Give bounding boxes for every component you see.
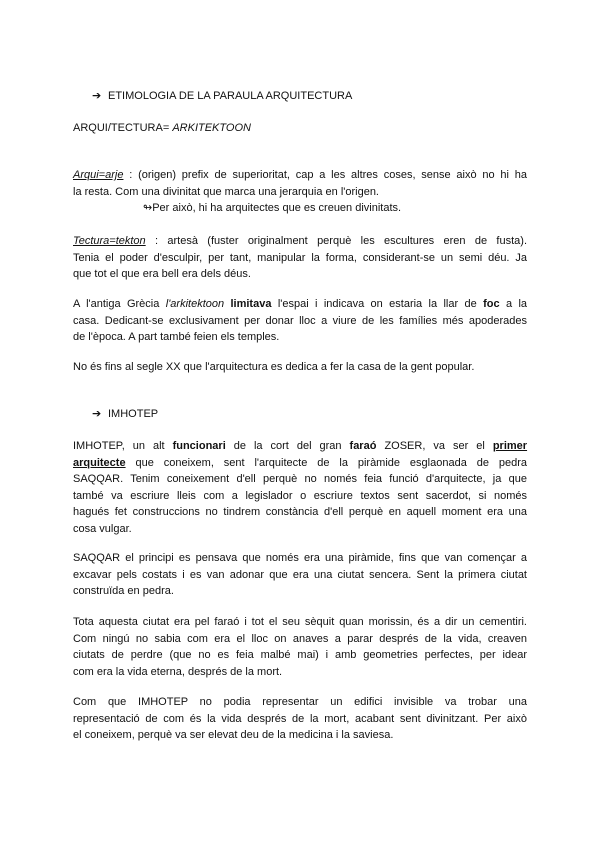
text: ZOSER, va ser el — [384, 440, 485, 452]
paragraph-imhotep — [73, 438, 527, 538]
text: Com ningú no sabia com era el lloc on anaves a parar després de la vida, creaven — [73, 632, 527, 645]
bold-arquitecte: arquitecte — [73, 456, 126, 469]
arqui-term: ARKITEKTOON — [172, 122, 251, 134]
text: que tot el que era bell era dels déus. — [73, 268, 251, 281]
text: de la cort del gran — [233, 440, 342, 452]
bold-primer: primer — [492, 440, 528, 452]
paragraph-segle-xx — [73, 359, 527, 376]
bold-limitava: limitava — [230, 298, 272, 310]
term-arkitektoon: l'arkitektoon — [165, 298, 225, 310]
text: casa. Dedicant-se exclusivament per donar lloc a viure de les famílies més apoderades — [73, 314, 527, 327]
text: que coneixem, sent l'arquitecte de la piràmide esglaonada de pedra — [135, 456, 527, 469]
section-heading-etimologia — [92, 89, 352, 102]
text: de l'època. A part també feien els temples. — [73, 331, 280, 344]
arrow-icon: ➔ — [92, 408, 102, 420]
arqui-prefix: ARQUI/TECTURA= — [73, 122, 170, 134]
text: A l'antiga Grècia — [73, 298, 160, 310]
bold-funcionari: funcionari — [172, 440, 226, 452]
sub-note: ↬Per això, hi ha arquitectes que es creuen divinitats. — [143, 202, 402, 215]
text: ciutats de perdre (que no es feia malbé mai) i amb geometries perfectes, per idear — [73, 649, 527, 662]
text: : (origen) prefix de superioritat, cap a les altres coses, sense això no hi ha — [129, 169, 527, 181]
arrow-icon: ➔ — [92, 90, 102, 102]
text: Tenia el poder d'esculpir, per tant, manipular la forma, considerant-se un semi déu. Ja — [73, 251, 527, 264]
text: representació de com és la vida després de la mort, acabant sent divinitzant. Per això — [73, 712, 527, 725]
paragraph-tectura — [73, 233, 527, 283]
text: construïda en pedra. — [73, 585, 174, 598]
bold-farao: faraó — [349, 440, 377, 452]
section-heading-imhotep — [92, 407, 158, 420]
text: Com que IMHOTEP no podia representar un edifici invisible va trobar una — [73, 696, 527, 708]
term-arqui: Arqui=arje — [73, 169, 124, 181]
text: No és fins al segle XX que l'arquitectura es dedica a fer la casa de la gent popular. — [73, 361, 475, 373]
paragraph-arqui — [73, 167, 527, 217]
text: cosa vulgar. — [73, 522, 132, 535]
text: SAQQAR el principi es pensava que només era una piràmide, fins que van començar a — [73, 552, 527, 564]
paragraph-final — [73, 694, 527, 744]
text: com era la vida eterna, després de la mort. — [73, 665, 283, 678]
term-tectura: Tectura=tekton — [73, 235, 146, 247]
text: SAQQAR. Tenim coneixement d'ell perquè no només feia funció d'arquitecte, ja que — [73, 473, 527, 486]
text: a la — [505, 298, 528, 310]
text: excavar pels costats i es van adonar que era una ciutat sencera. Sent la primera ciutat — [73, 568, 527, 581]
paragraph-saqqar — [73, 550, 527, 600]
paragraph-ciutat — [73, 614, 527, 680]
bold-foc: foc — [483, 298, 500, 310]
heading-text: IMHOTEP — [108, 407, 159, 420]
text: Tota aquesta ciutat era pel faraó i tot el seu sèquit quan morissin, és a dir un cementiri. — [73, 616, 527, 628]
text: hagués fet construccions no tindrem constància d'ell perquè en aquell moment era una — [73, 506, 527, 519]
text: l'espai i indicava on estaria la llar de — [277, 298, 477, 310]
arqui-definition-line — [73, 120, 527, 137]
text: el coneixem, perquè va ser elevat deu de la medicina i la saviesa. — [73, 729, 394, 742]
text: la resta. Com una divinitat que marca una jerarquia en l'origen. — [73, 185, 379, 198]
text: : artesà (fuster originalment perquè les escultures eren de fusta). — [155, 235, 527, 247]
text: també va escriure lleis com a legislador o escriure textos sent sacerdot, si només — [73, 489, 527, 502]
text: IMHOTEP, un alt — [73, 440, 165, 452]
paragraph-grecia — [73, 296, 527, 346]
heading-text: ETIMOLOGIA DE LA PARAULA ARQUITECTURA — [108, 89, 353, 102]
